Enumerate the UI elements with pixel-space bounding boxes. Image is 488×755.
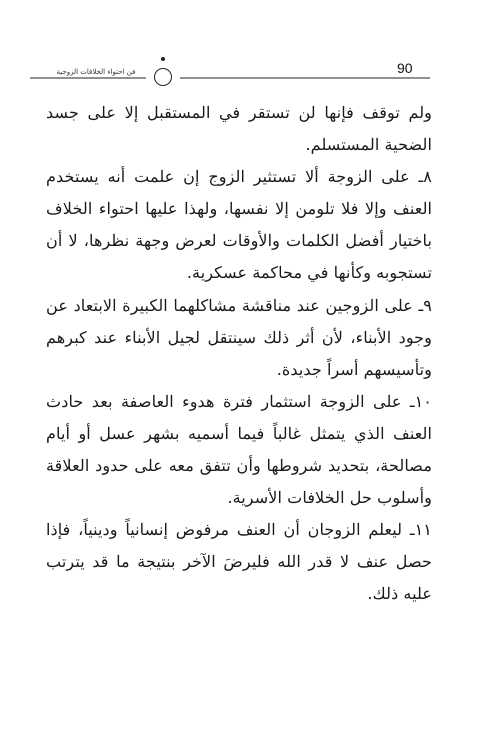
page-header (0, 0, 488, 80)
body-text (46, 97, 432, 611)
paragraph-item-8: ٨ـ على الزوجة ألا تستثير الزوج إن علمت أنه يستخدم العنف وإلا فلا تلومن إلا نفسها، ولهذا عليها احتواء الخلاف باختيار أفضل الكلمات والأوقات لعرض وجهة نظرها، لا أن تستجوبه وكأنها في محاكمة عسكرية. (46, 167, 432, 283)
page-number: 90 (397, 60, 413, 76)
paragraph-item-10: ١٠ـ على الزوجة استثمار فترة هدوء العاصفة بعد حادث العنف الذي يتمثل غالباً فيما أسميه بشهر عسل أو أيام مصالحة، بتحديد شروطها وأن تتفق معه على حدود العلاقة وأسلوب حل الخلافات الأسرية. (46, 391, 432, 508)
paragraph-item-11: ١١ـ ليعلم الزوجان أن العنف مرفوض إنسانياً ودينياً، فإذا حصل عنف لا قدر الله فليرضَ الآخر بنتيجة ما قد يترتب عليه ذلك. (46, 520, 432, 604)
paragraph-item-9: ٩ـ على الزوجين عند مناقشة مشاكلهما الكبيرة الابتعاد عن وجود الأبناء، لأن أثر ذلك سينتقل لجيل الأبناء عند كبرهم وتأسيسهم أسراً جديدة. (46, 295, 432, 379)
running-title: فن احتواء الخلافات الزوجية (56, 68, 136, 76)
paragraph-continuation: ولم توقف فإنها لن تستقر في المستقبل إلا على جسد الضحية المستسلم. (46, 103, 432, 155)
